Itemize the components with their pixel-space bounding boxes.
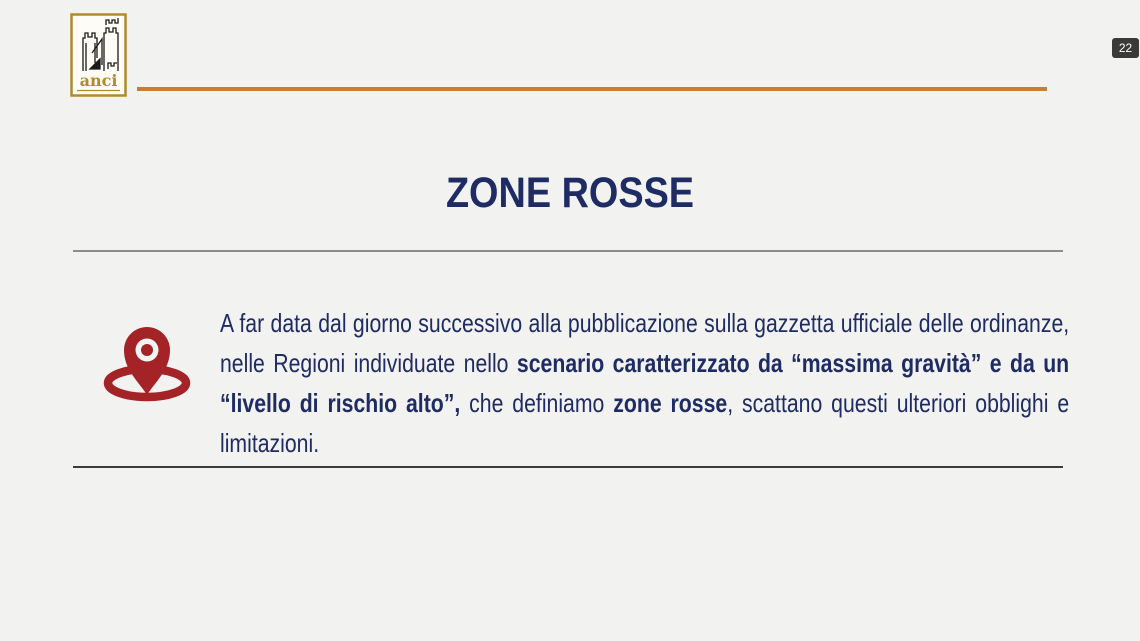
body-paragraph (220, 303, 1069, 463)
anci-logo-text: anci (79, 71, 118, 90)
location-pin-icon (103, 326, 191, 402)
page-number-badge: 22 (1112, 38, 1139, 58)
header-accent-rule (137, 87, 1047, 91)
paragraph-segment: A far data dal giorno successivo alla pubblicazione sulla gazzetta ufficiale delle ordinanze, nelle Regioni individuate nello (220, 308, 1070, 378)
paragraph-segment-bold: zone rosse (613, 388, 728, 418)
paragraph-segment-bold: scenario caratterizzato da “massima gravità” e da un “livello di rischio alto”, (220, 348, 1070, 418)
anci-logo-svg (70, 13, 127, 97)
paragraph-segment: che definiamo (460, 388, 614, 418)
anci-logo-icon (70, 13, 127, 97)
divider-bottom (73, 466, 1063, 468)
paragraph-segment: , scattano questi ulteriori obblighi e limitazioni. (220, 388, 1070, 458)
divider-top (73, 250, 1063, 252)
page-title: ZONE ROSSE (445, 168, 695, 217)
